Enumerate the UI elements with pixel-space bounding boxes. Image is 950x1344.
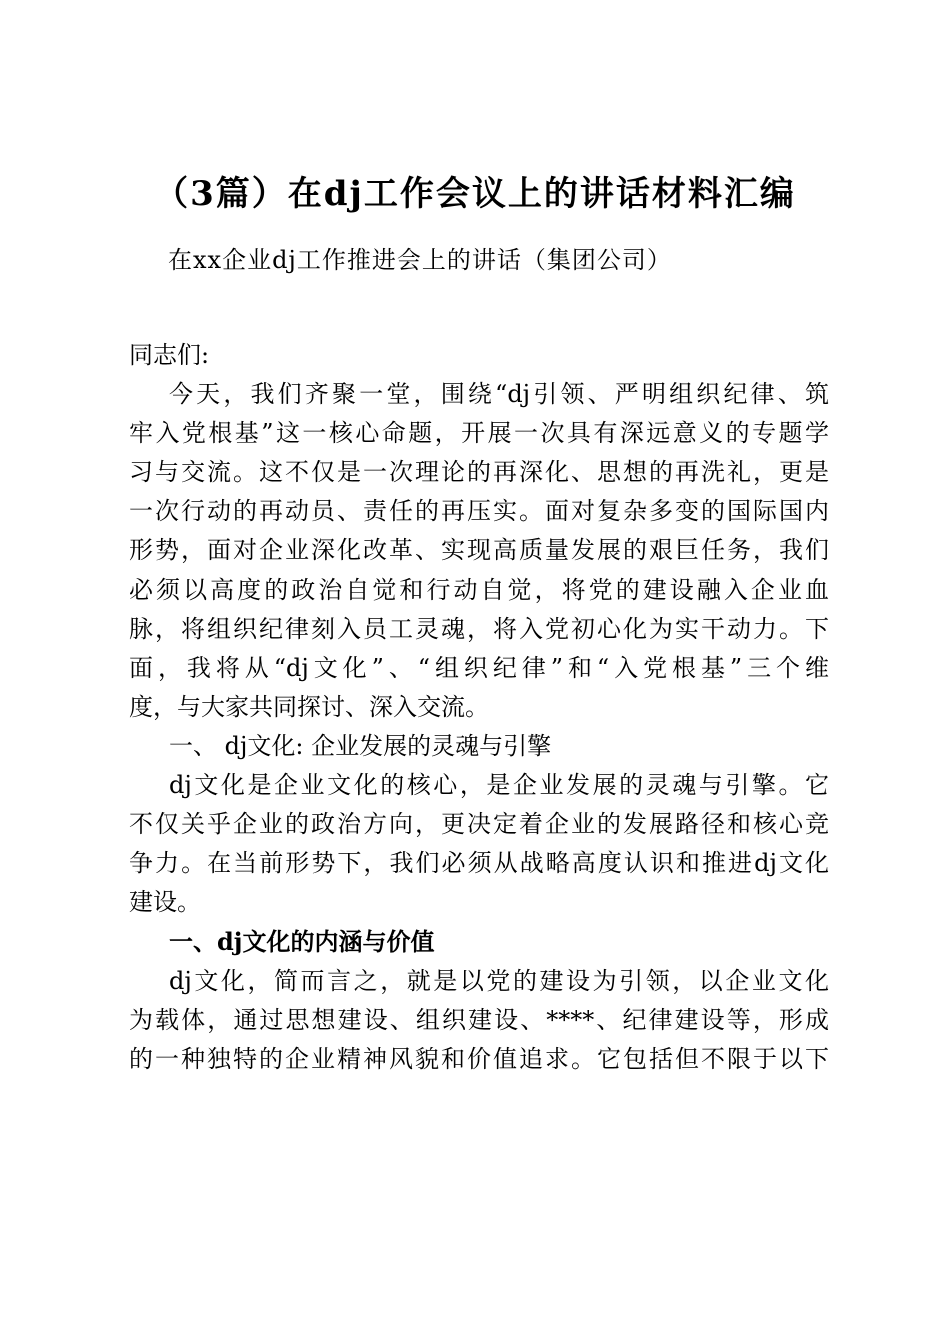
text-line: 必须以高度的政治自觉和行动自觉，将党的建设融入企业血 — [129, 575, 829, 604]
text-line: dj文化是企业文化的核心，是企业发展的灵魂与引擎。它 — [169, 771, 829, 800]
text-line: 不仅关乎企业的政治方向，更决定着企业的发展路径和核心竞 — [129, 810, 829, 839]
text-line: 习与交流。这不仅是一次理论的再深化、思想的再洗礼，更是 — [129, 458, 829, 487]
text-line: 面，我将从“dj文化”、“组织纪律”和“入党根基”三个维 — [129, 653, 829, 682]
text-line: 一、 dj文化: 企业发展的灵魂与引擎 — [169, 731, 552, 760]
text-line: dj文化，简而言之，就是以党的建设为引领，以企业文化 — [169, 966, 829, 995]
text-line: 今天，我们齐聚一堂，围绕“dj引领、严明组织纪律、筑 — [169, 380, 829, 409]
document-body — [129, 336, 829, 1079]
text-line: 脉，将组织纪律刻入员工灵魂，将入党初心化为实干动力。下 — [129, 614, 829, 643]
text-line: 牢入党根基”这一核心命题，开展一次具有深远意义的专题学 — [129, 419, 829, 448]
text-line: 形势，面对企业深化改革、实现高质量发展的艰巨任务，我们 — [129, 536, 829, 565]
document-title: （3篇）在dj工作会议上的讲话材料汇编 — [154, 174, 796, 214]
text-line: 度，与大家共同探讨、深入交流。 — [129, 692, 489, 721]
text-line: 的一种独特的企业精神风貌和价值追求。它包括但不限于以下 — [129, 1044, 829, 1073]
text-line: 建设。 — [129, 888, 201, 917]
section-heading: 一、dj文化的内涵与价值 — [169, 927, 435, 957]
text-line: 争力。在当前形势下，我们必须从战略高度认识和推进dj文化 — [129, 849, 829, 878]
text-line: 为载体，通过思想建设、组织建设、****、纪律建设等，形成 — [129, 1005, 829, 1034]
text-line: 一次行动的再动员、责任的再压实。面对复杂多变的国际国内 — [129, 497, 829, 526]
document-subtitle: 在xx企业dj工作推进会上的讲话（集团公司） — [168, 246, 672, 274]
paragraph-lines — [129, 375, 829, 1079]
salutation: 同志们: — [129, 341, 210, 369]
